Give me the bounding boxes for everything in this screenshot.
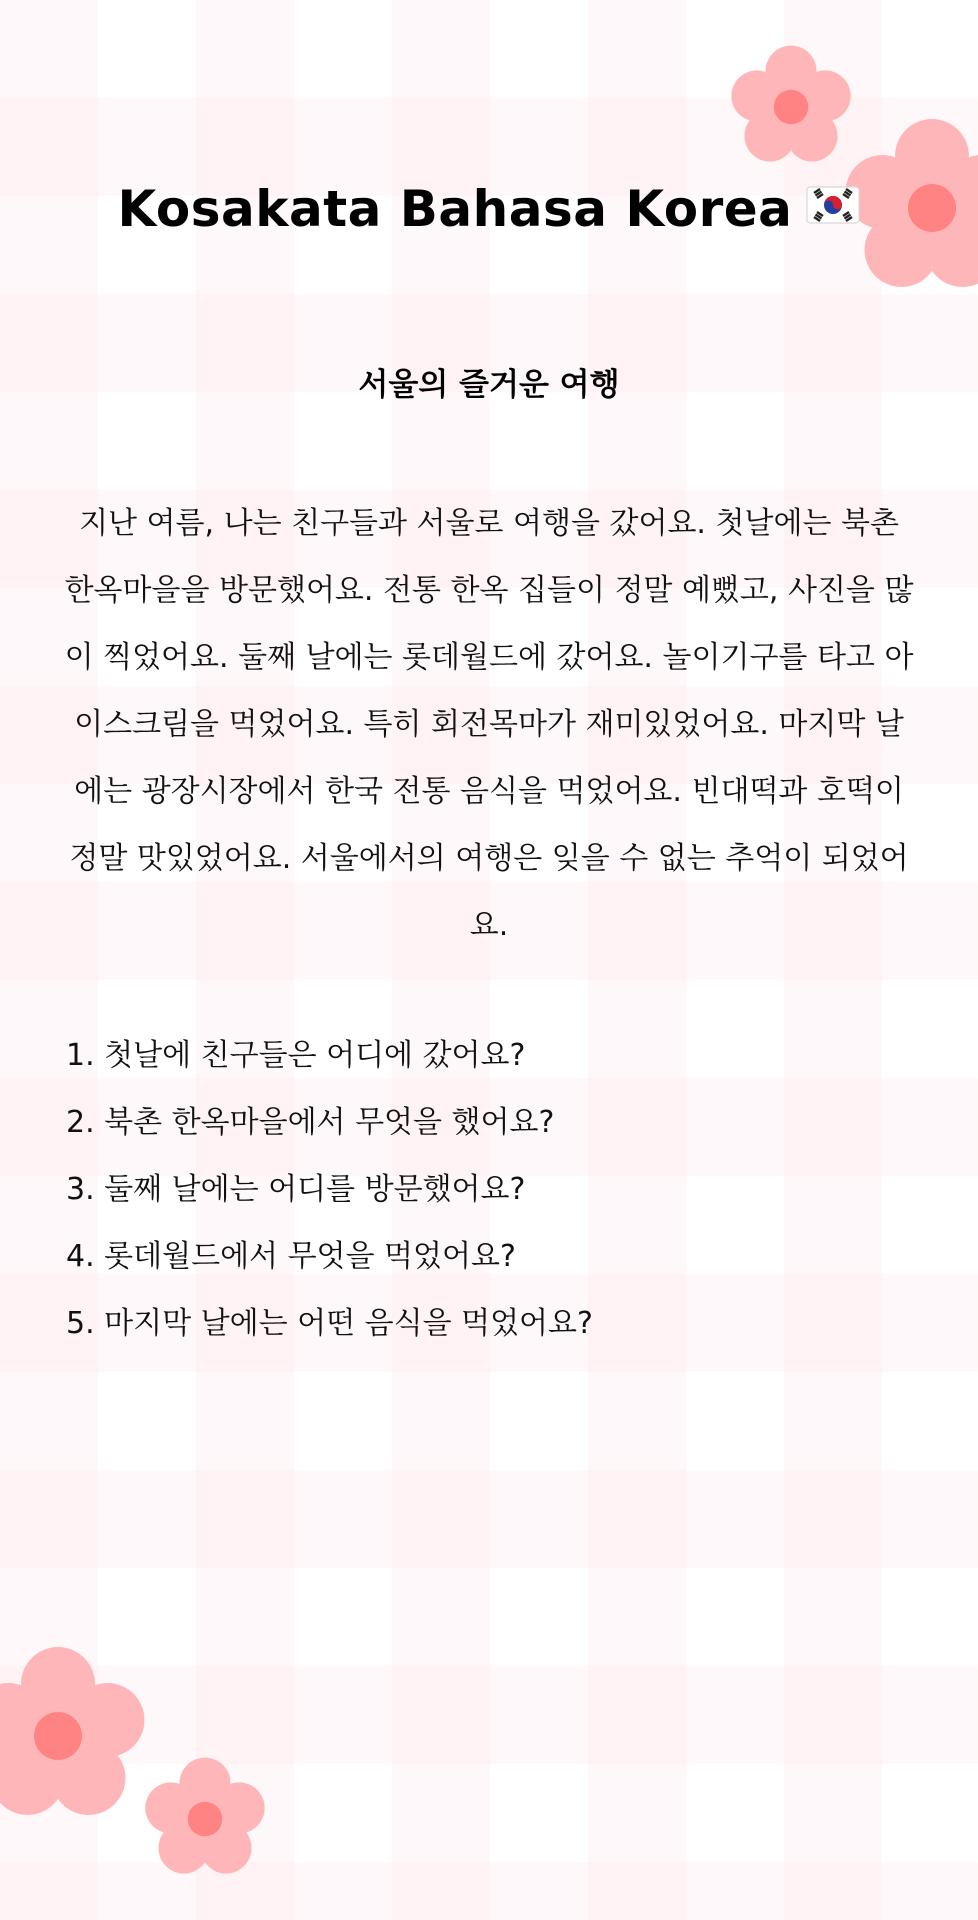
page-title-text: Kosakata Bahasa Korea: [117, 180, 793, 238]
south-korea-flag-icon: [806, 186, 860, 224]
question-item: 2. 북촌 한옥마을에서 무엇을 했어요?: [66, 1105, 555, 1140]
question-item: 4. 롯데월드에서 무엇을 먹었어요?: [66, 1239, 516, 1274]
pink-flower-icon: [136, 1750, 274, 1888]
question-item: 5. 마지막 날에는 어떤 음식을 먹었어요?: [66, 1306, 593, 1341]
page-title: [0, 172, 978, 246]
question-item: 3. 둘째 날에는 어디를 방문했어요?: [66, 1172, 526, 1207]
story-title: 서울의 즐거운 여행: [358, 367, 620, 403]
story-paragraph: 지난 여름, 나는 친구들과 서울로 여행을 갔어요. 첫날에는 북촌 한옥마을을 방문했어요. 전통 한옥 집들이 정말 예뻤고, 사진을 많이 찍었어요. 둘째 날에는 롯데월드에 갔어요. 놀이기구를 타고 아이스크림을 먹었어요. 특히 회전목마가 재미있었어요. 마지막 날에는 광장시장에서 한국 전통 음식을 먹었어요. 빈대떡과 호떡이 정말 맛있었어요. 서울에서의 여행은 잊을 수 없는 추억이 되었어요.: [64, 506, 914, 943]
pink-flower-icon: [0, 1636, 158, 1836]
question-list: [66, 1022, 926, 1357]
question-item: 1. 첫날에 친구들은 어디에 갔어요?: [66, 1038, 526, 1073]
